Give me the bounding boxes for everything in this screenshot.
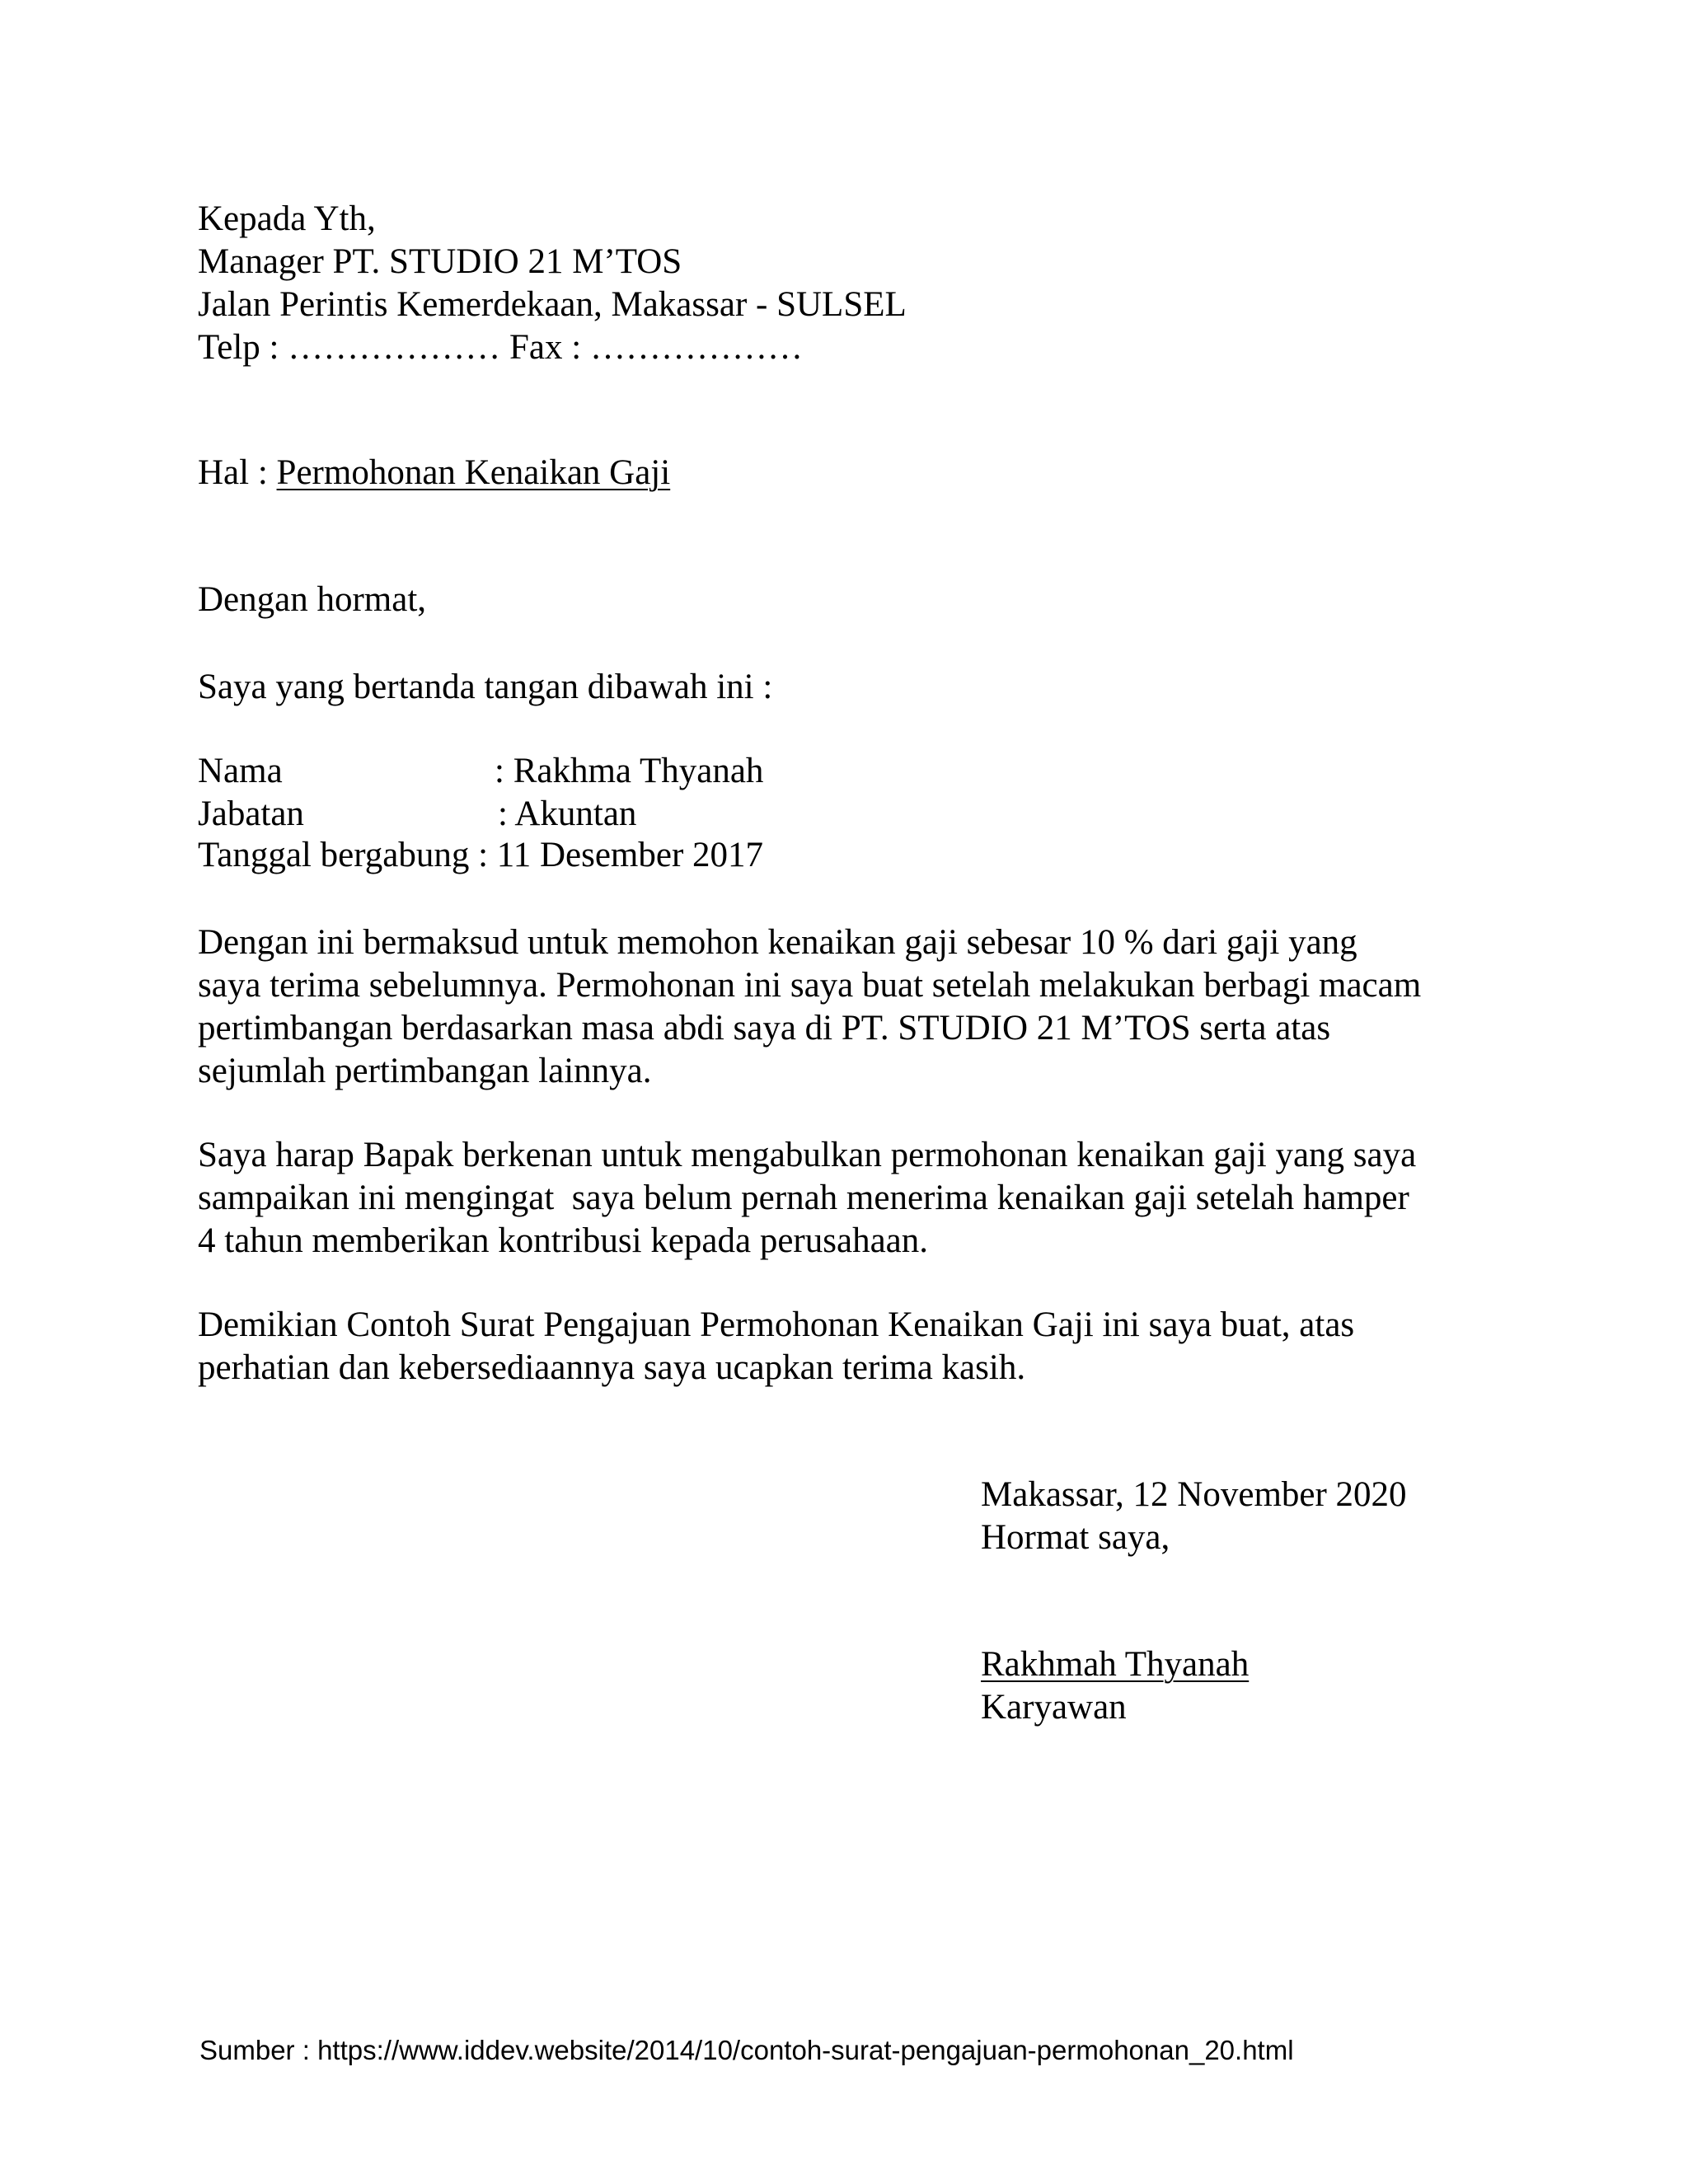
identity-name-label: Nama: [198, 752, 283, 790]
source-url[interactable]: https://www.iddev.website/2014/10/contoh-surat-pengajuan-permohonan_20.html: [317, 2035, 1294, 2065]
identity-position-value: : Akuntan: [498, 794, 637, 833]
identity-position-row: [198, 793, 636, 836]
closing-place-date: Makassar, 12 November 2020: [981, 1475, 1407, 1514]
identity-joined-row: [198, 834, 763, 877]
paragraph1-line: Dengan ini bermaksud untuk memohon kenaikan gaji sebesar 10 % dari gaji yang: [198, 923, 1357, 962]
paragraph1-line: pertimbangan berdasarkan masa abdi saya di PT. STUDIO 21 M’TOS serta atas: [198, 1009, 1331, 1047]
recipient-address: Jalan Perintis Kemerdekaan, Makassar - SULSEL: [198, 285, 907, 324]
recipient-name: Manager PT. STUDIO 21 M’TOS: [198, 242, 682, 281]
signer-title: Karyawan: [981, 1688, 1127, 1727]
recipient-contact: Telp : ……………… Fax : ………………: [198, 328, 803, 367]
signer-name: Rakhmah Thyanah: [981, 1645, 1250, 1684]
subject-value: Permohonan Kenaikan Gaji: [276, 453, 671, 492]
salutation: Dengan hormat,: [198, 580, 427, 619]
identity-name-row: [198, 750, 763, 793]
source-label: Sumber: [199, 2035, 295, 2065]
subject-label: Hal :: [198, 453, 277, 492]
intro-line: Saya yang bertanda tangan dibawah ini :: [198, 668, 773, 706]
recipient-greeting: Kepada Yth,: [198, 199, 376, 238]
paragraph2-line: Saya harap Bapak berkenan untuk mengabulkan permohonan kenaikan gaji yang saya: [198, 1136, 1417, 1174]
paragraph3-line: Demikian Contoh Surat Pengajuan Permohonan Kenaikan Gaji ini saya buat, atas: [198, 1305, 1355, 1344]
identity-position-label: Jabatan: [198, 794, 304, 833]
paragraph2-line: 4 tahun memberikan kontribusi kepada perusahaan.: [198, 1221, 928, 1260]
source-separator: :: [294, 2035, 318, 2065]
paragraph2-line: sampaikan ini mengingat saya belum pernah menerima kenaikan gaji setelah hamper: [198, 1179, 1409, 1217]
paragraph3-line: perhatian dan kebersediaannya saya ucapkan terima kasih.: [198, 1348, 1026, 1387]
identity-joined-label: Tanggal bergabung: [198, 836, 470, 874]
identity-joined-value: : 11 Desember 2017: [478, 836, 764, 874]
subject-line: [198, 452, 670, 494]
closing-regards: Hormat saya,: [981, 1518, 1170, 1557]
paragraph1-line: saya terima sebelumnya. Permohonan ini saya buat setelah melakukan berbagi macam: [198, 966, 1422, 1005]
identity-name-value: : Rakhma Thyanah: [495, 752, 764, 790]
paragraph1-line: sejumlah pertimbangan lainnya.: [198, 1052, 652, 1090]
source-footer: [199, 2034, 1294, 2067]
